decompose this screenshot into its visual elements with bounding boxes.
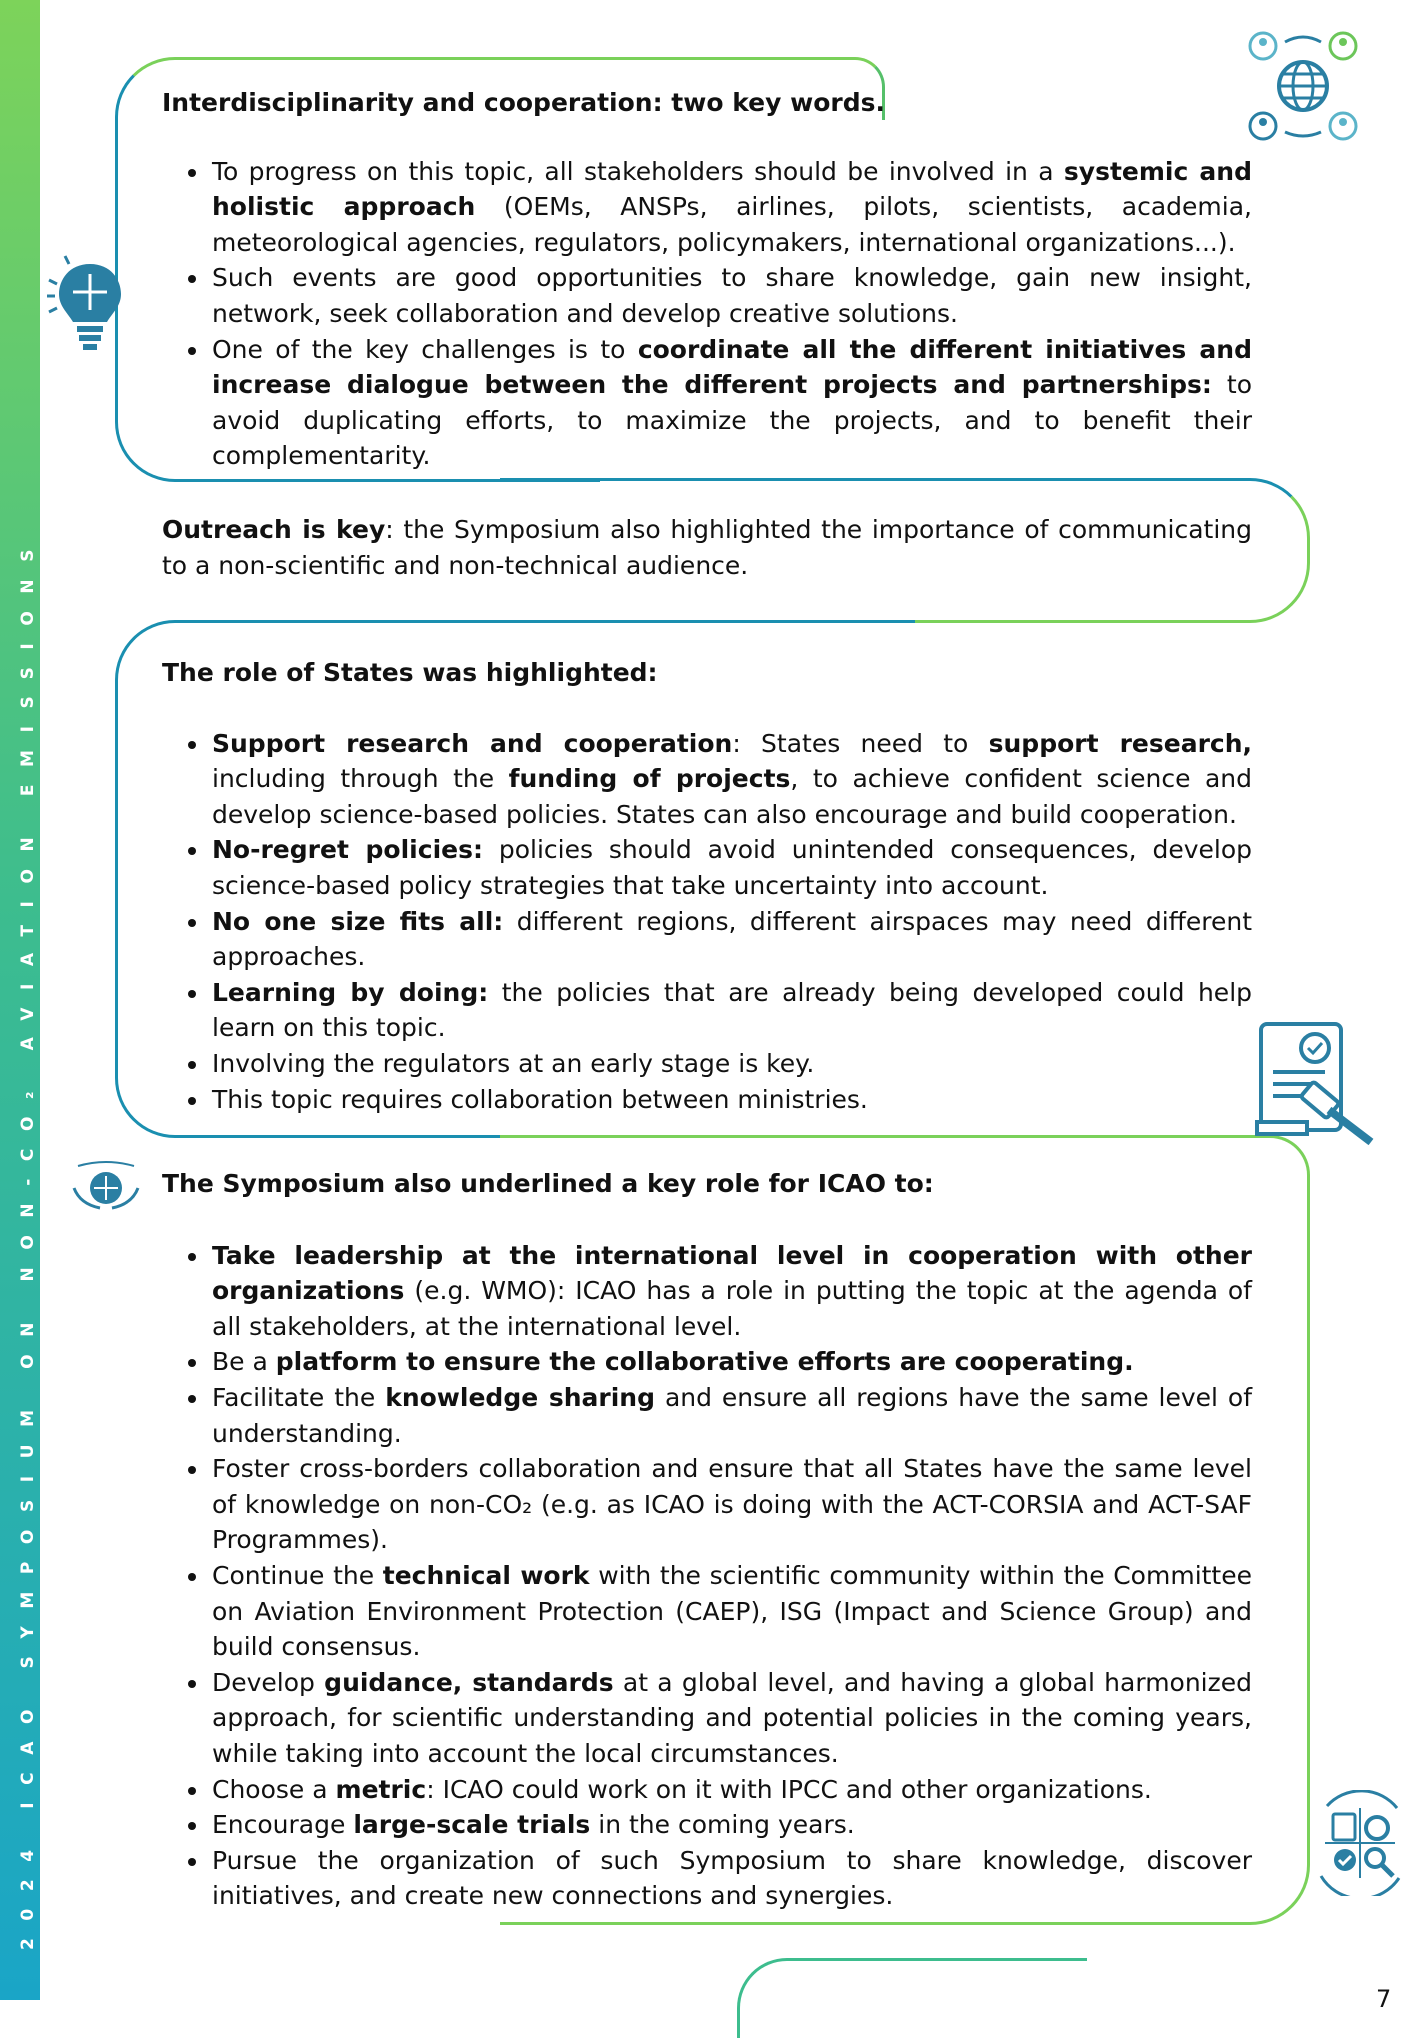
section-outreach [162,512,1252,583]
page-number: 7 [1376,1985,1392,2013]
section-heading: The role of States was highlighted: [162,658,658,687]
list-item: • Support research and cooperation: States need to support research, including through the funding of projects, to achieve confident science and develop science-based policies. States can also encourage and build cooperation. [210,726,1252,833]
list-item: • Develop guidance, standards at a global level, and having a global harmonized approach, for scientific understanding and potential policies in the coming years, while taking into account the local circumstances. [210,1665,1252,1772]
section-interdisciplinarity [162,85,1252,474]
bullet-list [162,726,1252,1118]
outreach-text: : the Symposium also highlighted the importance of communicating to a non-scientific and non-technical audience. [162,515,1252,580]
section-heading: The Symposium also underlined a key role for ICAO to: [162,1169,934,1198]
outreach-bold: Outreach is key [162,515,386,544]
process-gears-icon [1307,1790,1413,1900]
list-item: • This topic requires collaboration between ministries. [210,1082,1252,1118]
list-item: • Be a platform to ensure the collaborative efforts are cooperating. [210,1344,1252,1380]
sidebar-band [0,0,40,2000]
list-item: • One of the key challenges is to coordinate all the different initiatives and increase dialogue between the different projects and partnerships: to avoid duplicating efforts, to maximize the projects, and to benefit their complementarity. [210,332,1252,474]
list-item: • Such events are good opportunities to share knowledge, gain new insight, network, seek collaboration and develop creative solutions. [210,260,1252,331]
sidebar-title: 2024 ICAO SYMPOSIUM ON NON-CO₂ AVIATION EMISSIONS [18,531,38,1950]
network-people-globe-icon [1245,28,1361,148]
bullet-list [162,154,1252,474]
bullet-list [162,1238,1252,1914]
frame-footer [737,1958,1087,2038]
list-item: • Involving the regulators at an early stage is key. [210,1046,1252,1082]
lightbulb-puzzle-icon [45,250,135,364]
section-heading: Interdisciplinarity and cooperation: two key words. [162,88,886,117]
list-item: • Pursue the organization of such Symposium to share knowledge, discover initiatives, and create new connections and synergies. [210,1843,1252,1914]
list-item: • No-regret policies: policies should avoid unintended consequences, develop science-based policy strategies that take uncertainty into account. [210,832,1252,903]
section-icao-role [162,1166,1252,1914]
list-item: • Encourage large-scale trials in the coming years. [210,1807,1252,1843]
section-role-of-states [162,655,1252,1117]
list-item: • Facilitate the knowledge sharing and ensure all regions have the same level of understanding. [210,1380,1252,1451]
icao-emblem-icon [66,1158,146,1218]
list-item: • Learning by doing: the policies that are already being developed could help learn on this topic. [210,975,1252,1046]
list-item: • Choose a metric: ICAO could work on it with IPCC and other organizations. [210,1772,1252,1808]
list-item: • Continue the technical work with the scientific community within the Committee on Aviation Environment Protection (CAEP), ISG (Impact and Science Group) and build consensus. [210,1558,1252,1665]
list-item: • To progress on this topic, all stakeholders should be involved in a systemic and holistic approach (OEMs, ANSPs, airlines, pilots, scientists, academia, meteorological agencies, regulators, policymakers, international organizations...). [210,154,1252,261]
document-gavel-icon [1255,1018,1385,1152]
list-item: • Take leadership at the international level in cooperation with other organizations (e.g. WMO): ICAO has a role in putting the topic at the agenda of all stakeholders, at the international level. [210,1238,1252,1345]
list-item: • Foster cross-borders collaboration and ensure that all States have the same level of knowledge on non-CO₂ (e.g. as ICAO is doing with the ACT-CORSIA and ACT-SAF Programmes). [210,1451,1252,1558]
list-item: • No one size fits all: different regions, different airspaces may need different approaches. [210,904,1252,975]
